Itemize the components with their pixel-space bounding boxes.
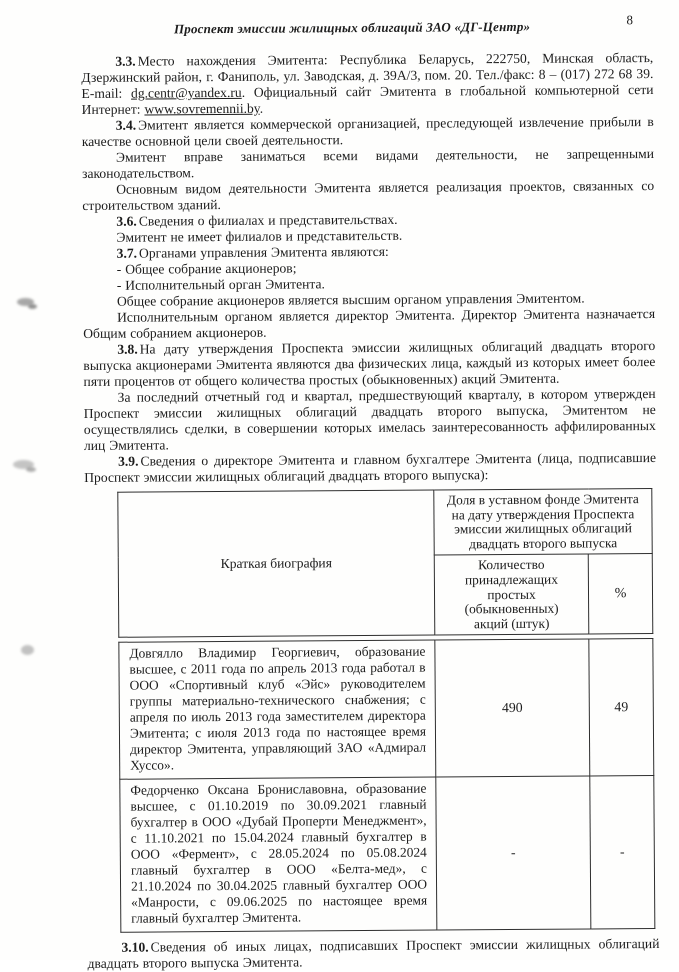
paragraph-text: Основным видом деятельности Эмитента является реализация проектов, связанных со строительством зданий. [82,177,655,213]
paragraph-number: 3.7. [116,245,138,261]
accountant-biography: Федорченко Оксана Брониславовна, образование высшее, с 01.10.2019 по 30.09.2021 главный бухгалтер в ООО «Дубай Проперти Менеджмент», с 11.10.2021 по 15.04.2024 главный бухгалтер в ООО «Фермент», с 28.05.2024 по 05.08.2024 главный бухгалтер в ООО «Белта-мед», с 21.10.2024 по 30.04.2025 главный бухгалтер ООО «Манрости, с 09.06.2025 по настоящее время главный бухгалтер Эмитента. [120,777,437,932]
paragraph-3-8 [83,338,655,390]
paragraph-text: Эмитент является коммерческой организацией, преследующей извлечение прибыли в качестве основной цели своей деятельности. [81,114,654,149]
paragraph-text: За последний отчетный год и квартал, предшествующий кварталу, в котором утвержден Проспект эмиссии жилищных облигаций двадцать второго выпуска, Эмитентом не осуществлялись сделки, в совершении которых имелась заинтересованность аффилированных лиц Эмитента. [83,385,656,453]
document-title: Проспект эмиссии жилищных облигаций ЗАО «ДГ-Центр» [173,18,531,37]
scan-artifact [26,467,36,472]
paragraph-3-9 [84,450,656,486]
paragraph-number: 3.3. [115,53,136,69]
director-shares-percent: 49 [589,639,654,776]
page-number: 8 [626,12,634,28]
paragraph-text: Сведения об иных лицах, подписавших Проспект эмиссии жилищных облигаций двадцать второго выпуска Эмитента. [87,936,660,972]
paragraph-number: 3.4. [115,117,137,133]
share-column-header: Доля в уставном фонде Эмитента на дату утверждения Проспекта эмиссии жилищных облигаций двадцать второго выпуска [434,489,652,556]
paragraph-3-3 [81,50,653,118]
paragraph-number: 3.10. [121,939,149,956]
signatories-table-header [117,488,653,638]
scan-artifact [21,645,34,655]
percent-subheader: % [588,554,653,634]
running-header [81,12,653,42]
paragraph-text: Органами управления Эмитента являются: [138,243,389,261]
paragraph-number: 3.9. [118,453,139,469]
paragraph-text: Эмитент не имеет филиалов и представительств. [116,227,403,245]
accountant-shares-count: - [436,776,591,930]
director-biography: Довгялло Владимир Георгиевич, образование высшее, с 2011 года по апрель 2013 года работал в ООО «Спортивный клуб «Эйс» руководителем группы материально-технического снабжения; с апреля по июль 2013 года заместителем директора Эмитента; с июля 2013 года по настоящее время директор Эмитента, управляющий ЗАО «Адмирал Хуссо». [119,640,436,779]
paragraph-text: . Официальный сайт Эмитента в глобальной компьютерной сети Интернет: [81,82,654,117]
paragraph-text: Сведения о директоре Эмитента и главном бухгалтере Эмитента (лица, подписавшие Проспект эмиссии жилищных облигаций двадцать второго выпуска): [84,449,657,485]
paragraph-3-4 [82,114,654,150]
paragraph-text: Место нахождения Эмитента: Республика Беларусь, 222750, Минская область, Дзержинский район, г. Фаниполь, ул. Заводская, д. 39А/3, пом. 20. Тел./факс: 8 – (017) 272 68 39. E-mail: [81,50,654,101]
paragraph-3-10 [87,936,659,972]
website-link: www.sovremennii.by [144,100,260,117]
page-content [81,12,660,972]
paragraph-text: Сведения о филиалах и представительствах. [138,211,398,229]
paragraph-number: 3.8. [117,341,138,357]
table-header-row [118,489,652,558]
paragraph-text: - Общее собрание акционеров; [116,260,297,277]
paragraph-text: - Исполнительный орган Эмитента. [116,276,325,293]
table-row [119,639,654,780]
signatories-table-body [118,638,655,933]
paragraph-text: Эмитент вправе заниматься всеми видами деятельности, не запрещенными законодательством. [82,146,654,181]
paragraph [82,146,654,182]
paragraph-text: . [259,100,264,116]
count-subheader: Количество принадлежащих простых (обыкновенных) акций (штук) [434,554,589,635]
paragraph [84,386,656,454]
paragraph-text: На дату утверждения Проспекта эмиссии жилищных облигаций двадцать второго выпуска акционерами Эмитента являются два физических лица, каждый из которых имеет более пяти процентов от общего количества простых (обыкновенных) акций Эмитента. [83,337,656,389]
scan-artifact [28,304,37,309]
paragraph-text: Исполнительным органом является директор Эмитента. Директор Эмитента назначается Общим собранием акционеров. [83,305,656,341]
director-shares-count: 490 [435,639,590,777]
paragraph [83,306,655,342]
email-link: dg.centr@yandex.ru [130,84,242,101]
paragraph-number: 3.6. [116,213,137,229]
accountant-shares-percent: - [590,776,655,929]
bio-column-header: Краткая биография [118,490,435,638]
paragraph-text: Общее собрание акционеров является высшим органом управления Эмитентом. [116,290,585,309]
paragraph [82,178,654,214]
table-row [120,776,655,933]
